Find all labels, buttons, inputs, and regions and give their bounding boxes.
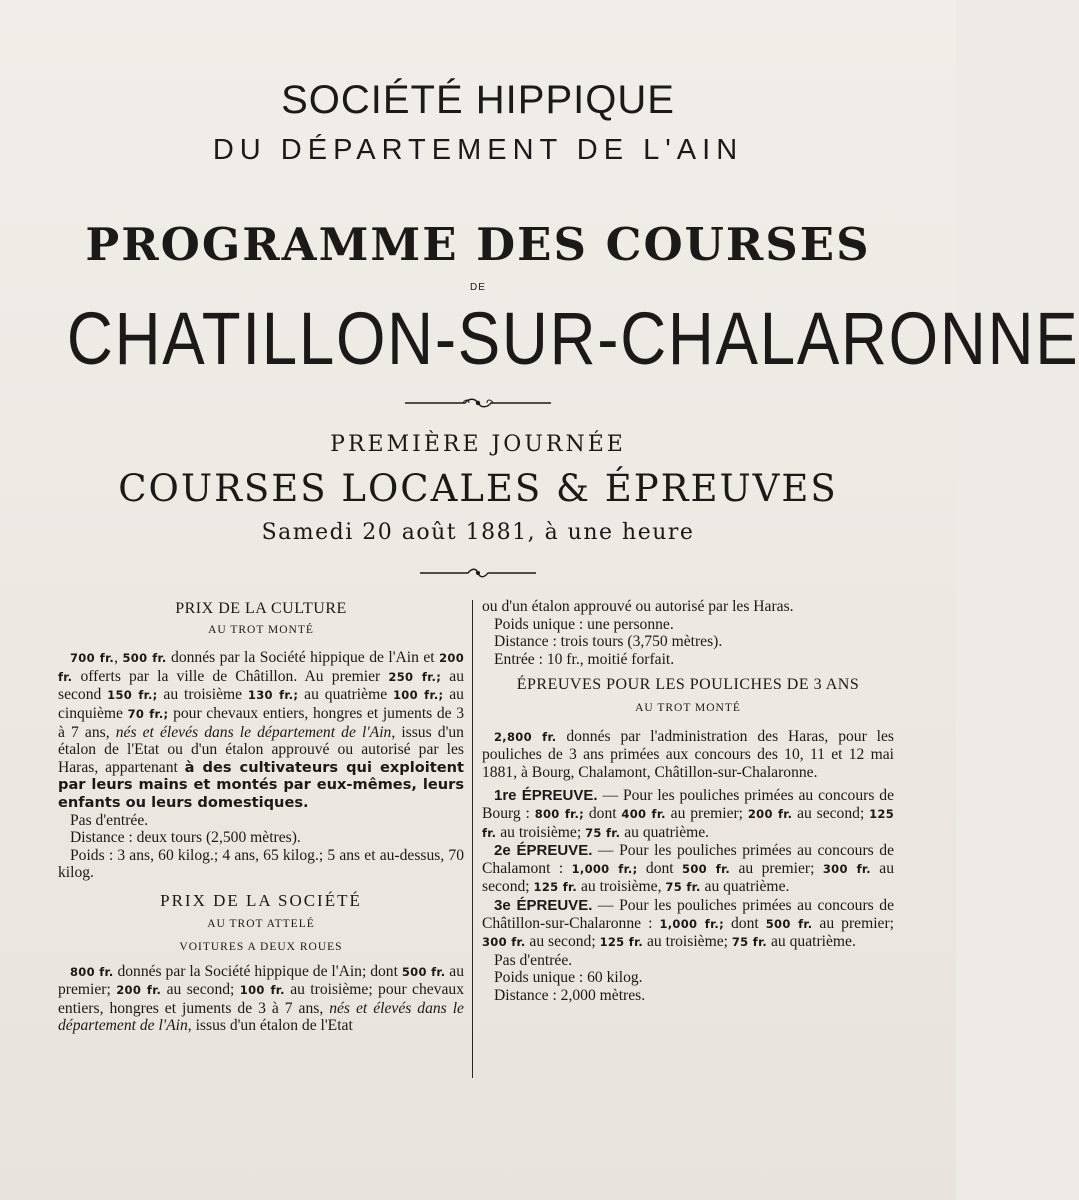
text: offerts par la ville de Châtillon. Au premier (72, 667, 389, 685)
epreuve-1 (482, 787, 894, 842)
text: au cinquième (58, 686, 464, 722)
text: au second; (792, 804, 870, 822)
epreuve-3 (482, 897, 894, 952)
text: au premier; (58, 962, 465, 999)
amount: 150 fr.; (107, 688, 158, 703)
column-divider (472, 600, 473, 1078)
prix-culture-title: PRIX DE LA CULTURE (175, 600, 347, 617)
text: au troisième (157, 686, 248, 704)
amount: 75 fr. (665, 880, 701, 895)
day-title: PREMIÈRE JOURNÉE (330, 432, 626, 457)
right-entry: Entrée : 10 fr., moitié forfait. (494, 650, 675, 668)
text: , (114, 649, 123, 667)
text: — Pour les pouliches primées au concours de Chalamont : (482, 842, 894, 877)
courses-title: COURSES LOCALES & ÉPREUVES (118, 467, 838, 510)
epreuves-subtitle: AU TROT MONTÉ (635, 701, 741, 714)
italic-text: nés et élevés dans le département de l'Ain (58, 999, 464, 1035)
right-distance: Distance : trois tours (3,750 mètres). (494, 633, 723, 651)
text: au quatrième. (620, 823, 710, 841)
text: au troisième; (643, 933, 732, 951)
amount: 200 fr. (58, 651, 465, 684)
text: au premier; (665, 804, 748, 822)
amount: 130 fr.; (247, 688, 299, 703)
prix-culture-weights: Poids : 3 ans, 60 kilog.; 4 ans, 65 kilog.; 5 ans et au-dessus, 70 kilog. (58, 846, 464, 882)
text: dont (637, 859, 683, 877)
text: au troisième; (496, 823, 586, 841)
amount: 1,000 fr.; (571, 861, 638, 876)
department-title: DU DÉPARTEMENT DE L'AIN (212, 134, 744, 166)
text: donnés par la Société hippique de l'Ain; dont (113, 962, 402, 980)
epreuves-entry: Pas d'entrée. (494, 951, 573, 969)
amount: 75 fr. (585, 825, 621, 840)
text: donnés par la Société hippique de l'Ain et (166, 649, 440, 667)
prix-societe-title: PRIX DE LA SOCIÉTÉ (160, 890, 362, 910)
prix-societe-text (58, 963, 464, 1035)
epreuves-weight: Poids unique : 60 kilog. (494, 969, 643, 987)
continued-text: ou d'un étalon approuvé ou autorisé par les Haras. (482, 598, 794, 615)
epreuves-distance: Distance : 2,000 mètres. (494, 986, 646, 1004)
amount: 500 fr. (765, 916, 813, 931)
epreuve-label: 1re ÉPREUVE. (494, 787, 598, 805)
text: donnés par l'administration des Haras, pour les pouliches de 3 ans primées aux concours des 10, 11 et 12 mai 1881, à Bourg, Chalamont, Châtillon-sur-Chalaronne. (482, 727, 895, 781)
amount: 250 fr.; (388, 669, 442, 684)
society-title: SOCIÉTÉ HIPPIQUE (281, 78, 675, 122)
programme-title: PROGRAMME DES COURSES (85, 218, 871, 271)
text: au quatrième. (700, 878, 790, 896)
amount: 500 fr. (122, 651, 167, 666)
text: au premier; (730, 859, 823, 877)
amount: 75 fr. (731, 935, 768, 950)
prix-culture-entry: Pas d'entrée. (70, 811, 149, 829)
amount: 400 fr. (621, 806, 666, 821)
prix-societe-subtitle-2: VOITURES A DEUX ROUES (179, 941, 343, 954)
prix-culture-subtitle: AU TROT MONTÉ (208, 623, 314, 636)
de-word: DE (470, 282, 486, 293)
ornament-divider-1 (0, 396, 956, 415)
epreuve-2 (482, 842, 894, 897)
prix-culture-distance: Distance : deux tours (2,500 mètres). (70, 829, 301, 847)
italic-text: nés et élevés dans le département de l'Ain (115, 723, 392, 741)
right-column (482, 598, 894, 1004)
text: au premier; (812, 914, 894, 932)
text: au troisième; pour chevaux entiers, hongres et juments de 3 à 7 ans, (58, 981, 464, 1017)
amount: 200 fr. (747, 806, 793, 821)
text: au quatrième. (767, 933, 856, 951)
amount: 100 fr. (239, 983, 285, 998)
text: — Pour les pouliches primées au concours de Châtillon-sur-Chalaronne : (482, 896, 894, 932)
text: au second (58, 667, 464, 704)
amount: 500 fr. (682, 861, 731, 876)
amount: 100 fr.; (393, 688, 444, 703)
town-title: CHATILLON-SUR-CHALARONNE (66, 297, 1079, 380)
amount: 800 fr.; (534, 806, 585, 821)
amount: 125 fr. (533, 880, 578, 895)
prix-societe-subtitle: AU TROT ATTELÉ (207, 917, 315, 930)
ornament-divider-2 (0, 566, 956, 585)
date-line: Samedi 20 août 1881, à une heure (261, 520, 695, 545)
epreuves-title: ÉPREUVES POUR LES POULICHES DE 3 ANS (516, 676, 860, 694)
text: pour chevaux entiers, hongres et juments de 3 à 7 ans, (58, 704, 464, 741)
text: au second; (161, 981, 240, 999)
amount: 125 fr. (482, 806, 894, 840)
amount: 125 fr. (599, 935, 644, 950)
text: au troisième, (577, 878, 666, 896)
right-weight: Poids unique : une personne. (494, 615, 674, 633)
left-column (58, 598, 464, 1035)
epreuve-label: 3e ÉPREUVE. (494, 896, 593, 914)
text: au second; (482, 859, 895, 896)
epreuves-intro (482, 728, 894, 782)
bold-text: à des cultivateurs qui exploitent par leurs mains et montés par eux-mêmes, leurs enfants ou leurs domestiques. (58, 758, 464, 811)
text: dont (584, 804, 622, 822)
text: au second; (525, 933, 600, 951)
amount: 1,000 fr.; (659, 916, 724, 931)
amount: 200 fr. (116, 983, 162, 998)
text: au quatrième (298, 686, 393, 704)
epreuve-label: 2e ÉPREUVE. (494, 842, 593, 860)
text: — Pour les pouliches primées au concours de Bourg : (482, 787, 895, 822)
amount: 300 fr. (482, 935, 526, 950)
amount: 800 fr. (70, 964, 114, 979)
text: dont (723, 914, 766, 932)
amount: 700 fr. (70, 651, 115, 666)
amount: 300 fr. (822, 861, 871, 876)
prix-culture-text (58, 649, 464, 811)
text: , issus d'un étalon de l'Etat ou d'un étalon approuvé ou autorisé par les Haras, appartenant (58, 723, 464, 776)
amount: 70 fr.; (127, 706, 169, 721)
amount: 500 fr. (401, 964, 446, 979)
amount: 2,800 fr. (494, 729, 557, 744)
text: , issus d'un étalon de l'Etat (187, 1017, 353, 1035)
